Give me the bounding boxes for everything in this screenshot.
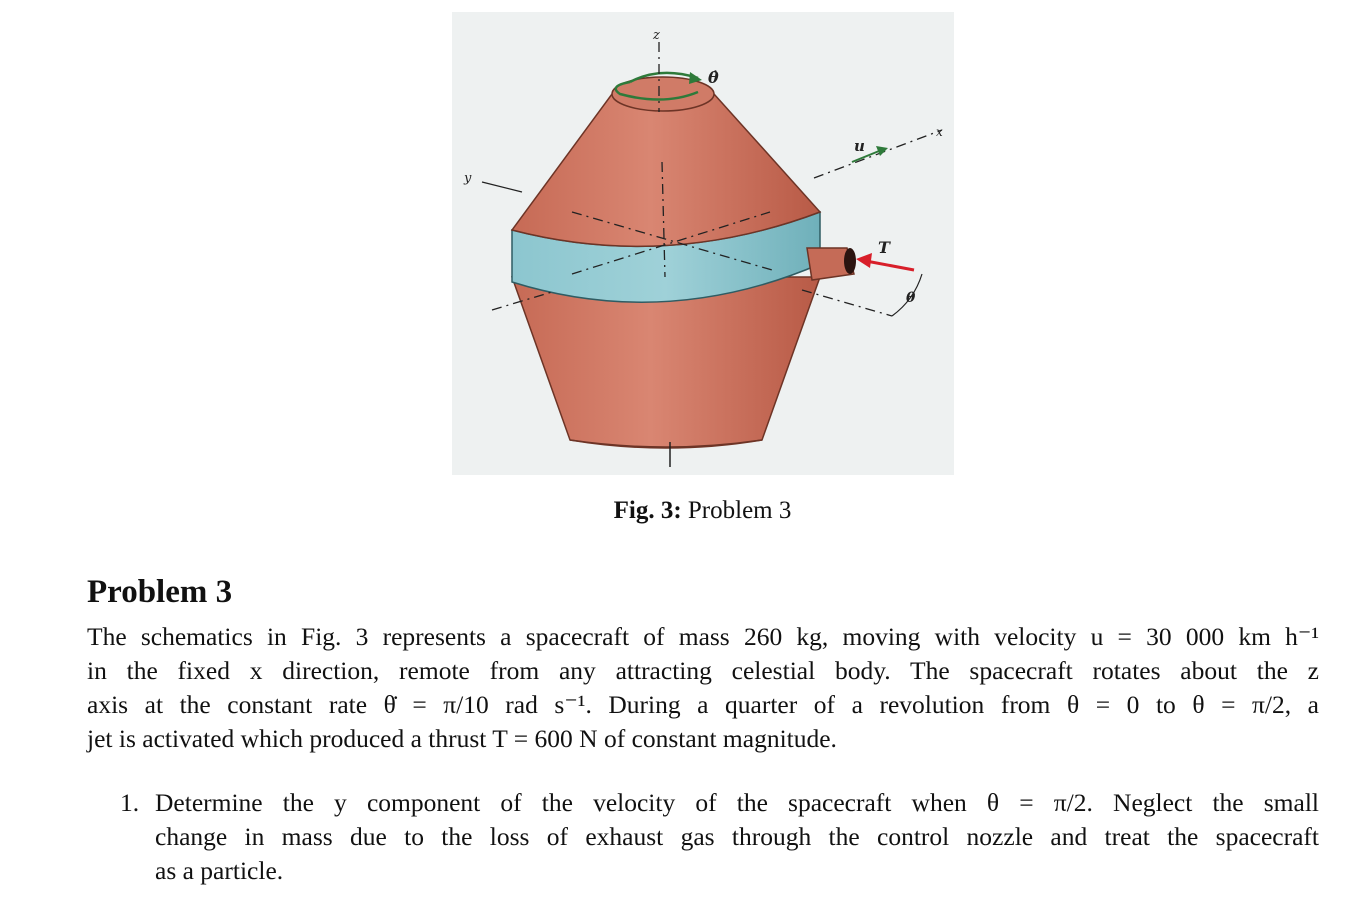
u-axis	[814, 130, 942, 178]
question-number: 1.	[120, 788, 140, 817]
spacecraft-figure	[452, 12, 954, 475]
figure-caption-text: Problem 3	[687, 497, 792, 524]
thrust-arrow-head	[856, 253, 872, 268]
nozzle-exit	[844, 248, 856, 274]
z-top-label: z	[653, 28, 660, 43]
question-item	[120, 786, 1319, 888]
u-label: u	[854, 137, 865, 155]
theta-dot-label: θ̇	[708, 68, 719, 87]
problem-statement	[87, 620, 1319, 756]
thrust-arrow	[866, 261, 914, 270]
t-label: T	[878, 238, 890, 257]
problem-line-4: jet is activated which produced a thrust T = 600 N of constant magnitude.	[87, 724, 837, 753]
problem-line-3: axis at the constant rate θ̇ = π/10 rad s⁻¹. During a quarter of a revolution from θ = 0 to θ = π/2, a	[87, 690, 1319, 719]
x-label: x	[936, 125, 943, 139]
theta-label: θ	[906, 290, 916, 306]
lower-cone	[512, 277, 820, 447]
y-label: y	[464, 171, 472, 186]
question-line-1: Determine the y component of the velocity of the spacecraft when θ = π/2. Neglect the small	[155, 788, 1319, 817]
question-line-3: as a particle.	[155, 856, 284, 885]
figure-caption-label: Fig. 3:	[613, 497, 682, 524]
y-axis	[482, 182, 522, 192]
problem-line-2: in the fixed x direction, remote from any attracting celestial body. The spacecraft rotates about the z	[87, 656, 1319, 685]
x-axis	[802, 290, 892, 316]
spacecraft-diagram	[452, 12, 954, 475]
problem-line-1: The schematics in Fig. 3 represents a spacecraft of mass 260 kg, moving with velocity u = 30 000 km h⁻¹	[87, 622, 1319, 651]
question-line-2: change in mass due to the loss of exhaust gas through the control nozzle and treat the spacecraft	[155, 822, 1319, 851]
upper-cone	[512, 94, 820, 246]
problem-title: Problem 3	[87, 574, 233, 610]
question-body	[155, 786, 1319, 888]
question-list	[120, 786, 1319, 888]
figure-caption	[0, 497, 1372, 525]
